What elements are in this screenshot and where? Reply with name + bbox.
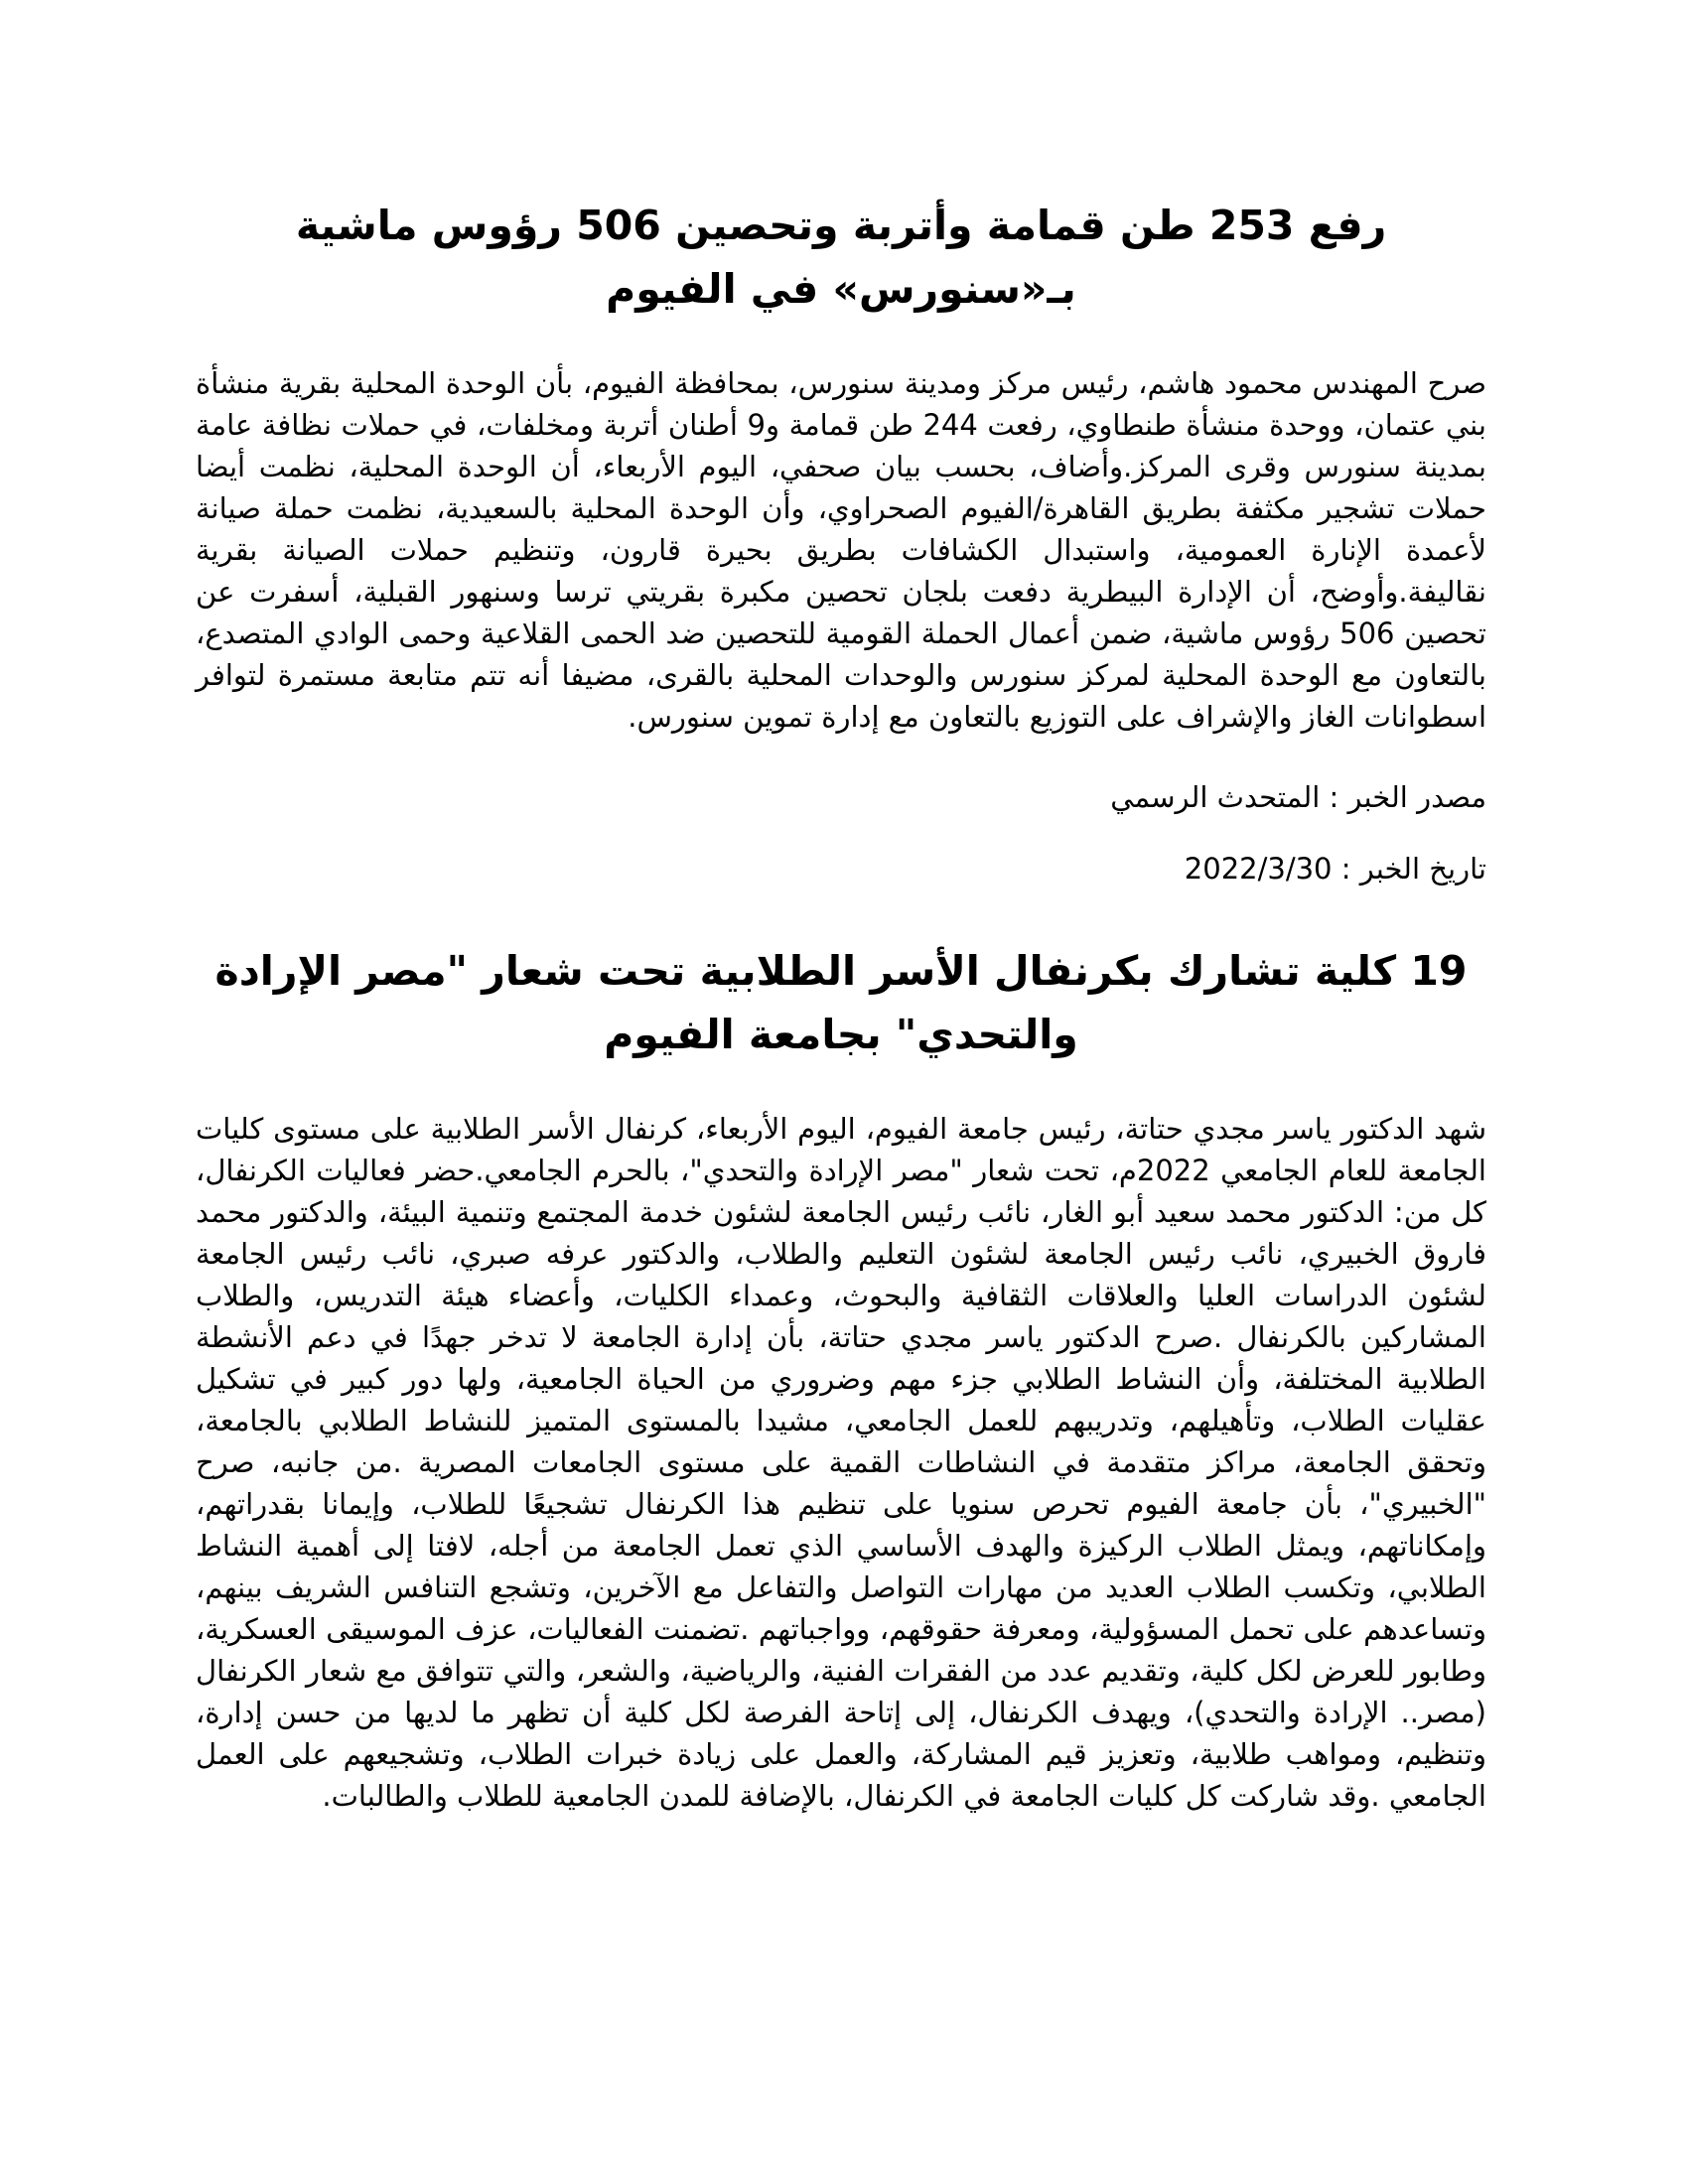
article-2-body: شهد الدكتور ياسر مجدي حتاتة، رئيس جامعة الفيوم، اليوم الأربعاء، كرنفال الأسر الطلابية على مستوى كليات الجامعة للعام الجامعي 2022م، تحت شعار "مصر الإرادة والتحدي"، بالحرم الجامعي.حضر فعاليات الكرنفال، كل من: الدكتور محمد سعيد أبو الغار، نائب رئيس الجامعة لشئون خدمة المجتمع وتنمية البيئة، والدكتور محمد فاروق الخبيري، نائب رئيس الجامعة لشئون التعليم والطلاب، والدكتور عرفه صبري، نائب رئيس الجامعة لشئون الدراسات العليا والعلاقات الثقافية والبحوث، وعمداء الكليات، وأعضاء هيئة التدريس، والطلاب المشاركين بالكرنفال .صرح الدكتور ياسر مجدي حتاتة، بأن إدارة الجامعة لا تدخر جهدًا في دعم الأنشطة الطلابية المختلفة، وأن النشاط الطلابي جزء مهم وضروري من الحياة الجامعية، ولها دور كبير في تشكيل عقليات الطلاب، وتأهيلهم، وتدريبهم للعمل الجامعي، مشيدا بالمستوى المتميز للنشاط الطلابي بالجامعة، وتحقق الجامعة، مراكز متقدمة في النشاطات القمية على مستوى الجامعات المصرية .من جانبه، صرح "الخبيري"، بأن جامعة الفيوم تحرص سنويا على تنظيم هذا الكرنفال تشجيعًا للطلاب، وإيمانا بقدراتهم، وإمكاناتهم، ويمثل الطلاب الركيزة والهدف الأساسي الذي تعمل الجامعة من أجله، لافتا إلى أهمية النشاط الطلابي، وتكسب الطلاب العديد من مهارات التواصل والتفاعل مع الآخرين، وتشجع التنافس الشريف بينهم، وتساعدهم على تحمل المسؤولية، ومعرفة حقوقهم، وواجباتهم .تضمنت الفعاليات، عزف الموسيقى العسكرية، وطابور للعرض لكل كلية، وتقديم عدد من الفقرات الفنية، والرياضية، والشعر، والتي تتوافق مع شعار الكرنفال (مصر.. الإرادة والتحدي)، ويهدف الكرنفال، إلى إتاحة الفرصة لكل كلية أن تظهر ما لديها من حسن إدارة، وتنظيم، ومواهب طلابية، وتعزيز قيم المشاركة، والعمل على زيادة خبرات الطلاب، وتشجيعهم على العمل الجامعي .وقد شاركت كل كليات الجامعة في الكرنفال، بالإضافة للمدن الجامعية للطلاب والطالبات. (196, 1112, 1486, 1813)
article-1-headline: رفع 253 طن قمامة وأتربة وتحصين 506 رؤوس ماشية بـ«سنورس» في الفيوم (295, 202, 1387, 313)
news-article-1 (196, 194, 1486, 889)
article-1-source: مصدر الخبر : المتحدث الرسمي (1110, 780, 1486, 814)
news-article-2 (196, 939, 1486, 1817)
article-1-date: تاريخ الخبر : 2022/3/30 (1184, 852, 1486, 886)
article-2-headline: 19 كلية تشارك بكرنفال الأسر الطلابية تحت شعار "مصر الإرادة والتحدي" بجامعة الفيوم (214, 947, 1468, 1058)
article-1-body: صرح المهندس محمود هاشم، رئيس مركز ومدينة سنورس، بمحافظة الفيوم، بأن الوحدة المحلية بقرية منشأة بني عتمان، ووحدة منشأة طنطاوي، رفعت 244 طن قمامة و9 أطنان أتربة ومخلفات، في حملات نظافة عامة بمدينة سنورس وقرى المركز.وأضاف، بحسب بيان صحفي، اليوم الأربعاء، أن الوحدة المحلية، نظمت أيضا حملات تشجير مكثفة بطريق القاهرة/الفيوم الصحراوي، وأن الوحدة المحلية بالسعيدية، نظمت حملة صيانة لأعمدة الإنارة العمومية، واستبدال الكشافات بطريق بحيرة قارون، وتنظيم حملات الصيانة بقرية نقاليفة.وأوضح، أن الإدارة البيطرية دفعت بلجان تحصين مكبرة بقريتي ترسا وسنهور القبلية، أسفرت عن تحصين 506 رؤوس ماشية، ضمن أعمال الحملة القومية للتحصين ضد الحمى القلاعية وحمى الوادي المتصدع، بالتعاون مع الوحدة المحلية لمركز سنورس والوحدات المحلية بالقرى، مضيفا أنه تتم متابعة مستمرة لتوافر اسطوانات الغاز والإشراف على التوزيع بالتعاون مع إدارة تموين سنورس. (196, 366, 1487, 734)
document-page (196, 194, 1486, 1817)
